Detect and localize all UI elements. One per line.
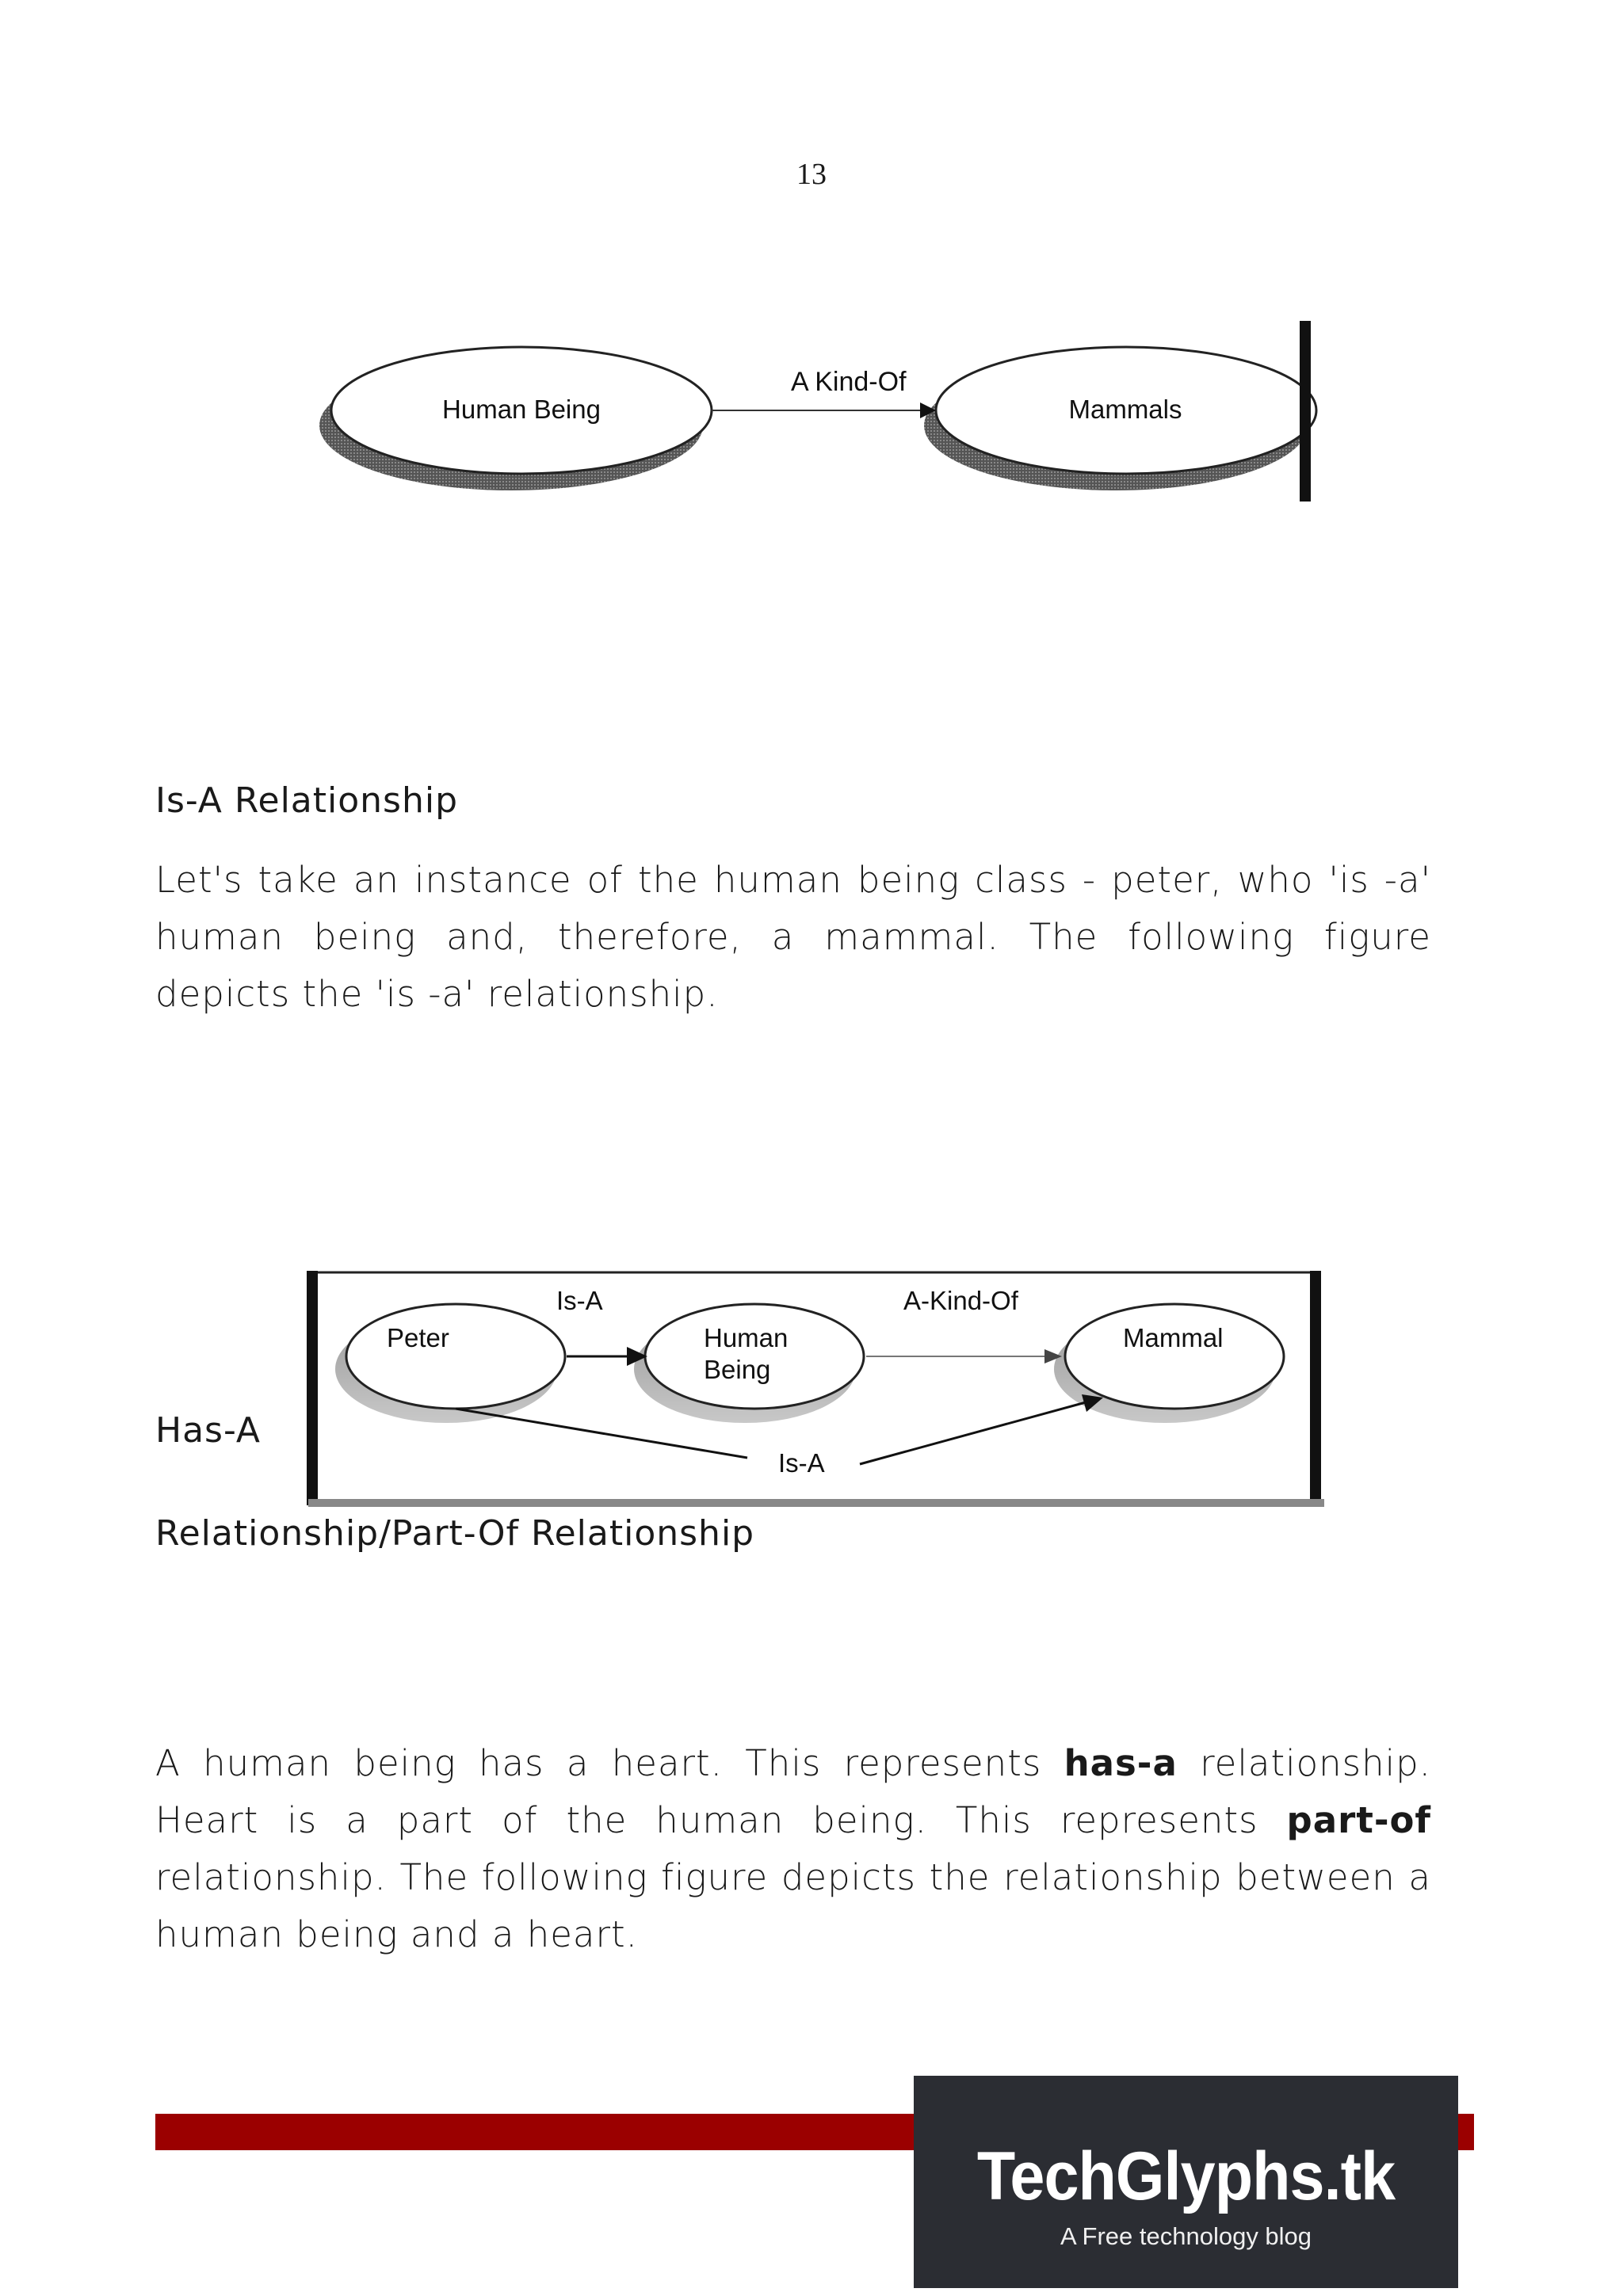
mammal-node	[1065, 1304, 1284, 1409]
hasa-text-2: relationship. Heart is a part of the human being. This represents	[155, 1742, 1431, 1841]
mammal-label: Mammal	[1123, 1323, 1224, 1352]
peter-node	[346, 1304, 565, 1409]
peter-label: Peter	[387, 1323, 449, 1352]
brand-tagline: A Free technology blog	[1060, 2222, 1312, 2250]
hasa-term: has-a	[1064, 1742, 1178, 1784]
hasa-paragraph	[155, 1735, 1431, 1963]
brand-title: TechGlyphs.tk	[976, 2138, 1396, 2214]
page-number: 13	[796, 158, 827, 191]
kind-of-diagram	[309, 313, 1323, 519]
brand-logo-box[interactable]	[914, 2076, 1458, 2288]
human-being-label-line2: Being	[704, 1355, 771, 1384]
isa-heading: Is-A Relationship	[155, 780, 458, 821]
hasa-text-1: A human being has a heart. This represents	[155, 1742, 1064, 1784]
isa-top-label: Is-A	[556, 1286, 603, 1315]
kind-of-label: A Kind-Of	[791, 367, 907, 397]
diagram-frame-bottom-shadow	[308, 1499, 1324, 1507]
partof-term: part-of	[1286, 1799, 1431, 1841]
hasa-heading-part1: Has-A	[155, 1410, 261, 1451]
mammals-label: Mammals	[1068, 395, 1182, 424]
human-being-label-line1: Human	[704, 1323, 789, 1352]
hasa-heading-part2: Relationship/Part-Of Relationship	[155, 1513, 755, 1554]
diagram-frame-left-bar	[307, 1271, 318, 1505]
diagram-frame-right-bar	[1310, 1271, 1321, 1505]
diagram-border-bar	[1300, 321, 1311, 502]
hasa-text-3: relationship. The following figure depicts the relationship between a human being and a heart.	[155, 1856, 1431, 1955]
isa-bottom-label: Is-A	[778, 1448, 825, 1478]
human-being-label: Human Being	[442, 395, 601, 424]
isa-paragraph: Let's take an instance of the human being class - peter, who 'is -a' human being and, therefore, a mammal. The following figure depicts the 'is -a' relationship.	[155, 859, 1431, 1015]
kind-of-label-2: A-Kind-Of	[903, 1286, 1018, 1315]
is-a-diagram	[305, 1268, 1327, 1513]
